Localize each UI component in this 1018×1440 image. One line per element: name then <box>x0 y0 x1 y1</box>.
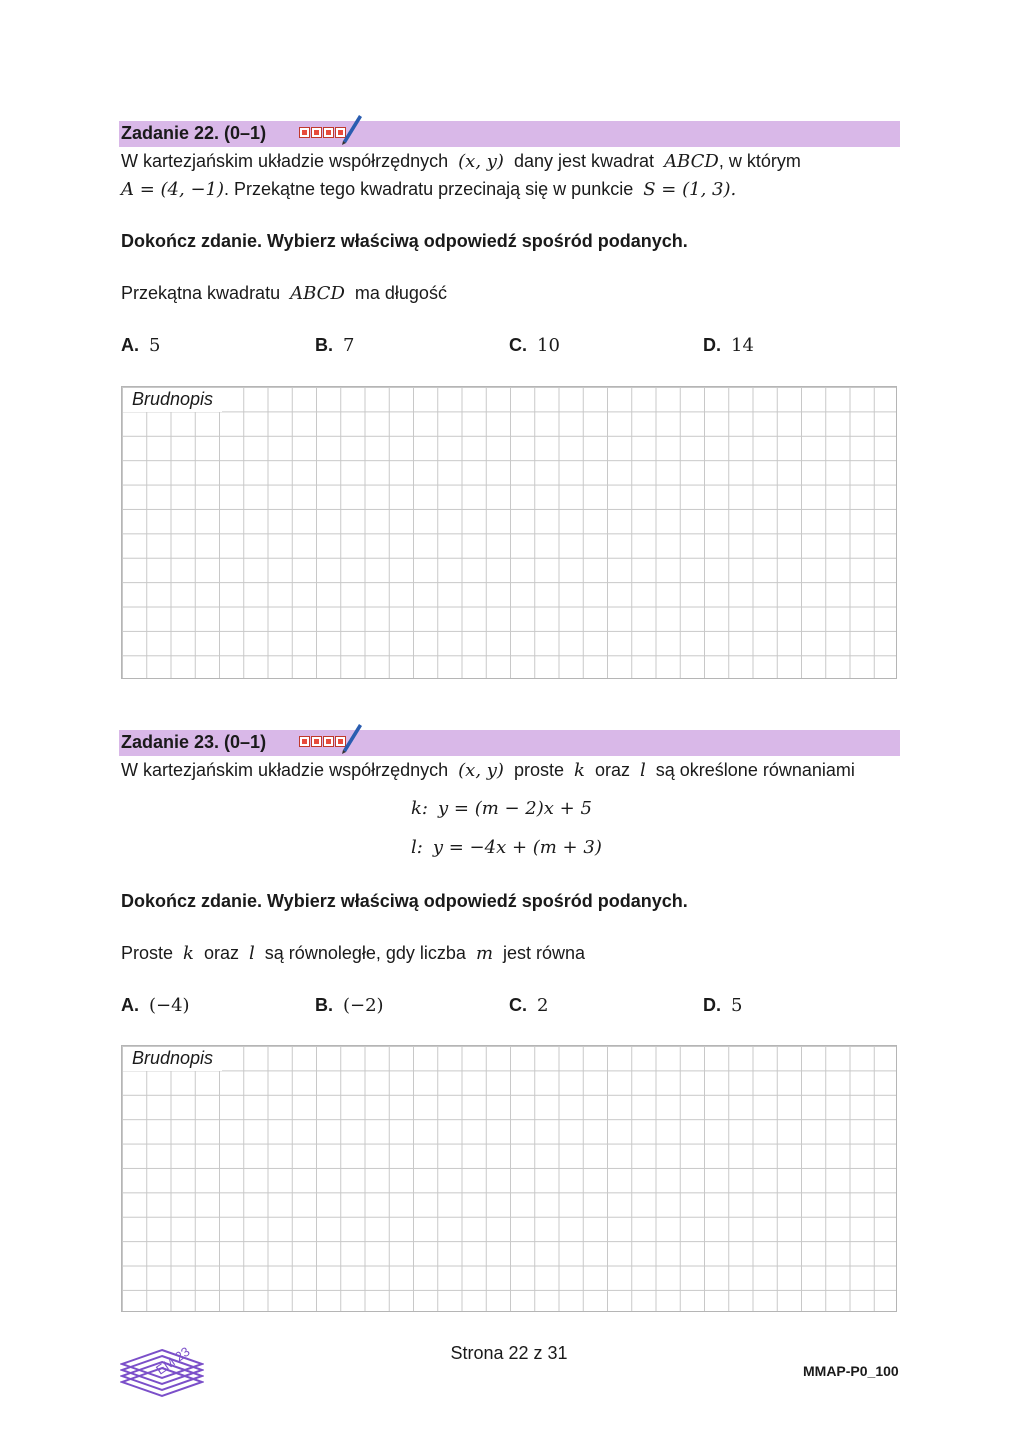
task-23-option-b[interactable]: B. (−2) <box>315 995 384 1016</box>
equation-l: l: y = −4x + (m + 3) <box>411 837 602 858</box>
task-22-option-c[interactable]: C. 10 <box>509 335 560 356</box>
task-22-header <box>119 121 900 147</box>
task-23-header <box>119 730 900 756</box>
task-22-intro-line-2: A = (4, −1). Przekątne tego kwadratu przecinają się w punkcie S = (1, 3). <box>121 179 737 200</box>
task-22-title: Zadanie 22. (0–1) <box>121 123 267 143</box>
task-23-option-d[interactable]: D. 5 <box>703 995 743 1016</box>
task-23-option-a[interactable]: A. (−4) <box>121 995 190 1016</box>
pen-icon <box>339 722 363 754</box>
logo-text: EM 23 <box>153 1343 193 1378</box>
exam-code: MMAP-P0_100 <box>803 1363 899 1379</box>
task-23-title: Zadanie 23. (0–1) <box>121 732 267 752</box>
task-23-option-c[interactable]: C. 2 <box>509 995 549 1016</box>
page-number: Strona 22 z 31 <box>450 1343 568 1363</box>
task-22-instruction: Dokończ zdanie. Wybierz właściwą odpowiedź spośród podanych. <box>121 231 688 251</box>
task-22-question: Przekątna kwadratu ABCD ma długość <box>121 283 447 304</box>
pen-icon <box>339 113 363 145</box>
draft-grid-22[interactable] <box>121 386 897 679</box>
draft-label: Brudnopis <box>123 388 222 412</box>
task-23-question: Proste k oraz l są równoległe, gdy liczba m jest równa <box>121 943 586 964</box>
task-22-option-d[interactable]: D. 14 <box>703 335 754 356</box>
task-22-option-b[interactable]: B. 7 <box>315 335 355 356</box>
draft-label: Brudnopis <box>123 1047 222 1071</box>
equation-k: k: y = (m − 2)x + 5 <box>411 798 592 819</box>
draft-grid-23[interactable] <box>121 1045 897 1312</box>
task-22-intro-line-1: W kartezjańskim układzie współrzędnych (x, y) dany jest kwadrat ABCD, w którym <box>121 151 801 172</box>
task-22-option-a[interactable]: A. 5 <box>121 335 161 356</box>
task-23-instruction: Dokończ zdanie. Wybierz właściwą odpowiedź spośród podanych. <box>121 891 688 911</box>
task-23-intro: W kartezjańskim układzie współrzędnych (x, y) proste k oraz l są określone równaniami <box>121 760 855 781</box>
